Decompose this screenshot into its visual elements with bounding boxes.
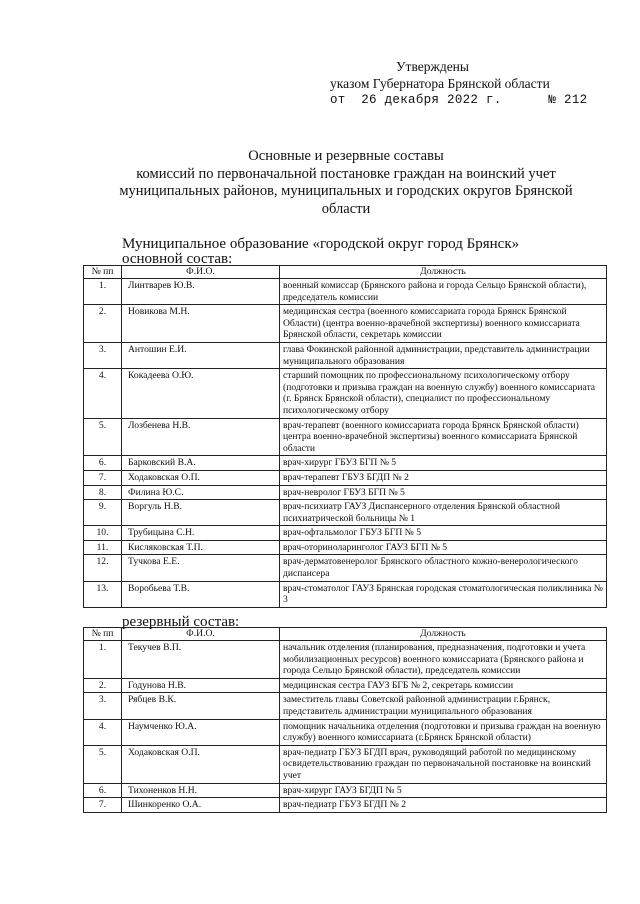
row-number: 7. [84,470,122,485]
table-row [84,540,607,555]
row-full-name: Лозбенева Н.В. [122,418,280,456]
table-header-row [84,628,607,641]
reserve-composition-heading: резервный состав: [122,614,240,630]
table-row [84,641,607,679]
table-row [84,470,607,485]
row-full-name: Воробьева Т.В. [122,581,280,607]
row-number: 2. [84,305,122,343]
row-position: врач-психиатр ГАУЗ Диспансерного отделения Брянской областной психиатрической больницы № 1 [280,500,607,526]
title-line-1: Основные и резервные составы [248,148,444,164]
row-position: заместитель главы Советской районной администрации г.Брянск, представитель администрации муниципального образования [280,693,607,719]
row-number: 9. [84,500,122,526]
table-row [84,456,607,471]
row-full-name: Барковский В.А. [122,456,280,471]
row-position: помощник начальника отделения (подготовки и призыва граждан на военную службу) военного комиссариата (г.Брянск Брянской области) [280,719,607,745]
table-row [84,555,607,581]
row-position: старший помощник по профессиональному психологическому отбору (подготовки и призыва граждан на военную службу) военного комиссариата (г. Брянск Брянской области), специалист по профессиональному психологическому отбору [280,369,607,418]
header-num: № пп [84,628,122,641]
row-full-name: Трубицына С.Н. [122,526,280,541]
table-row [84,485,607,500]
row-full-name: Филина Ю.С. [122,485,280,500]
table-row [84,678,607,693]
main-composition-heading: основной состав: [122,251,233,267]
table-row [84,279,607,305]
row-position: врач-офтальмолог ГБУЗ БГП № 5 [280,526,607,541]
row-number: 13. [84,581,122,607]
approval-line-decree: указом Губернатора Брянской области [330,76,550,91]
table-row [84,693,607,719]
header-position: Должность [280,628,607,641]
row-number: 10. [84,526,122,541]
row-full-name: Тихоненков Н.Н. [122,783,280,798]
title-line-4: области [321,200,371,217]
row-position: врач-педиатр ГБУЗ БГДП № 2 [280,798,607,813]
municipality-heading: Муниципальное образование «городской округ город Брянск» [122,236,520,252]
row-number: 6. [84,783,122,798]
reserve-composition-table [83,627,607,813]
document-title [96,148,596,218]
header-position: Должность [280,266,607,279]
row-full-name: Новикова М.Н. [122,305,280,343]
approval-line-approved: Утверждены [396,59,469,74]
row-number: 7. [84,798,122,813]
row-full-name: Текучев В.П. [122,641,280,679]
table-row [84,342,607,368]
row-number: 3. [84,342,122,368]
row-position: врач-стоматолог ГАУЗ Брянская городская стоматологическая поликлиника № 3 [280,581,607,607]
header-name: Ф.И.О. [122,266,280,279]
approval-block [330,58,630,109]
row-full-name: Рябцев В.К. [122,693,280,719]
row-position: врач-терапевт ГБУЗ БГДП № 2 [280,470,607,485]
row-position: врач-оториноларинголог ГАУЗ БГП № 5 [280,540,607,555]
row-position: военный комиссар (Брянского района и города Сельцо Брянской области), председатель комиссии [280,279,607,305]
table-row [84,745,607,783]
reserve-table-body [84,641,607,813]
row-number: 4. [84,719,122,745]
row-full-name: Линтварев Ю.В. [122,279,280,305]
table-header-row [84,266,607,279]
row-number: 2. [84,678,122,693]
row-number: 1. [84,279,122,305]
table-row [84,369,607,418]
row-position: медицинская сестра ГАУЗ БГБ № 2, секретарь комиссии [280,678,607,693]
row-full-name: Антошин Е.И. [122,342,280,368]
row-full-name: Шинкоренко О.А. [122,798,280,813]
row-number: 8. [84,485,122,500]
row-number: 11. [84,540,122,555]
row-number: 1. [84,641,122,679]
table-row [84,418,607,456]
row-position: врач-невролог ГБУЗ БГП № 5 [280,485,607,500]
row-full-name: Наумченко Ю.А. [122,719,280,745]
row-position: врач-педиатр ГБУЗ БГДП врач, руководящий работой по медицинскому освидетельствованию граждан по первоначальной постановке на воинский учет [280,745,607,783]
row-position: медицинская сестра (военного комиссариата города Брянск Брянской Области) (центра военно-врачебной экспертизы) военного комиссариата Брянской области, секретарь комиссии [280,305,607,343]
row-full-name: Воргуль Н.В. [122,500,280,526]
row-position: врач-хирург ГАУЗ БГДП № 5 [280,783,607,798]
row-number: 3. [84,693,122,719]
main-table-body [84,279,607,608]
row-number: 6. [84,456,122,471]
table-row [84,500,607,526]
row-number: 4. [84,369,122,418]
row-number: 5. [84,745,122,783]
table-row [84,719,607,745]
row-position: врач-терапевт (военного комиссариата города Брянск Брянской области) центра военно-врачебной экспертизы) военного комиссариата Брянской области [280,418,607,456]
row-full-name: Годунова Н.В. [122,678,280,693]
header-name: Ф.И.О. [122,628,280,641]
title-line-3: муниципальных районов, муниципальных и городских округов Брянской [119,183,573,199]
table-row [84,305,607,343]
approval-line-date-number: от 26 декабря 2022 г. № 212 [330,93,588,107]
row-full-name: Ходаковская О.П. [122,470,280,485]
header-num: № пп [84,266,122,279]
table-row [84,581,607,607]
table-row [84,526,607,541]
row-full-name: Кокадеева О.Ю. [122,369,280,418]
table-row [84,798,607,813]
row-number: 12. [84,555,122,581]
title-line-2: комиссий по первоначальной постановке граждан на воинский учет [136,165,556,182]
row-position: начальник отделения (планирования, предназначения, подготовки и учета мобилизационных ресурсов) военного комиссариата (Брянского района и города Сельцо Брянской области), председатель комиссии [280,641,607,679]
row-full-name: Тучкова Е.Е. [122,555,280,581]
row-full-name: Кисляковская Т.П. [122,540,280,555]
row-number: 5. [84,418,122,456]
row-position: врач-дерматовенеролог Брянского областного кожно-венерологического диспансера [280,555,607,581]
row-full-name: Ходаковская О.П. [122,745,280,783]
row-position: глава Фокинской районной администрации, представитель администрации муниципального образования [280,342,607,368]
table-row [84,783,607,798]
row-position: врач-хирург ГБУЗ БГП № 5 [280,456,607,471]
main-composition-table [83,265,607,608]
